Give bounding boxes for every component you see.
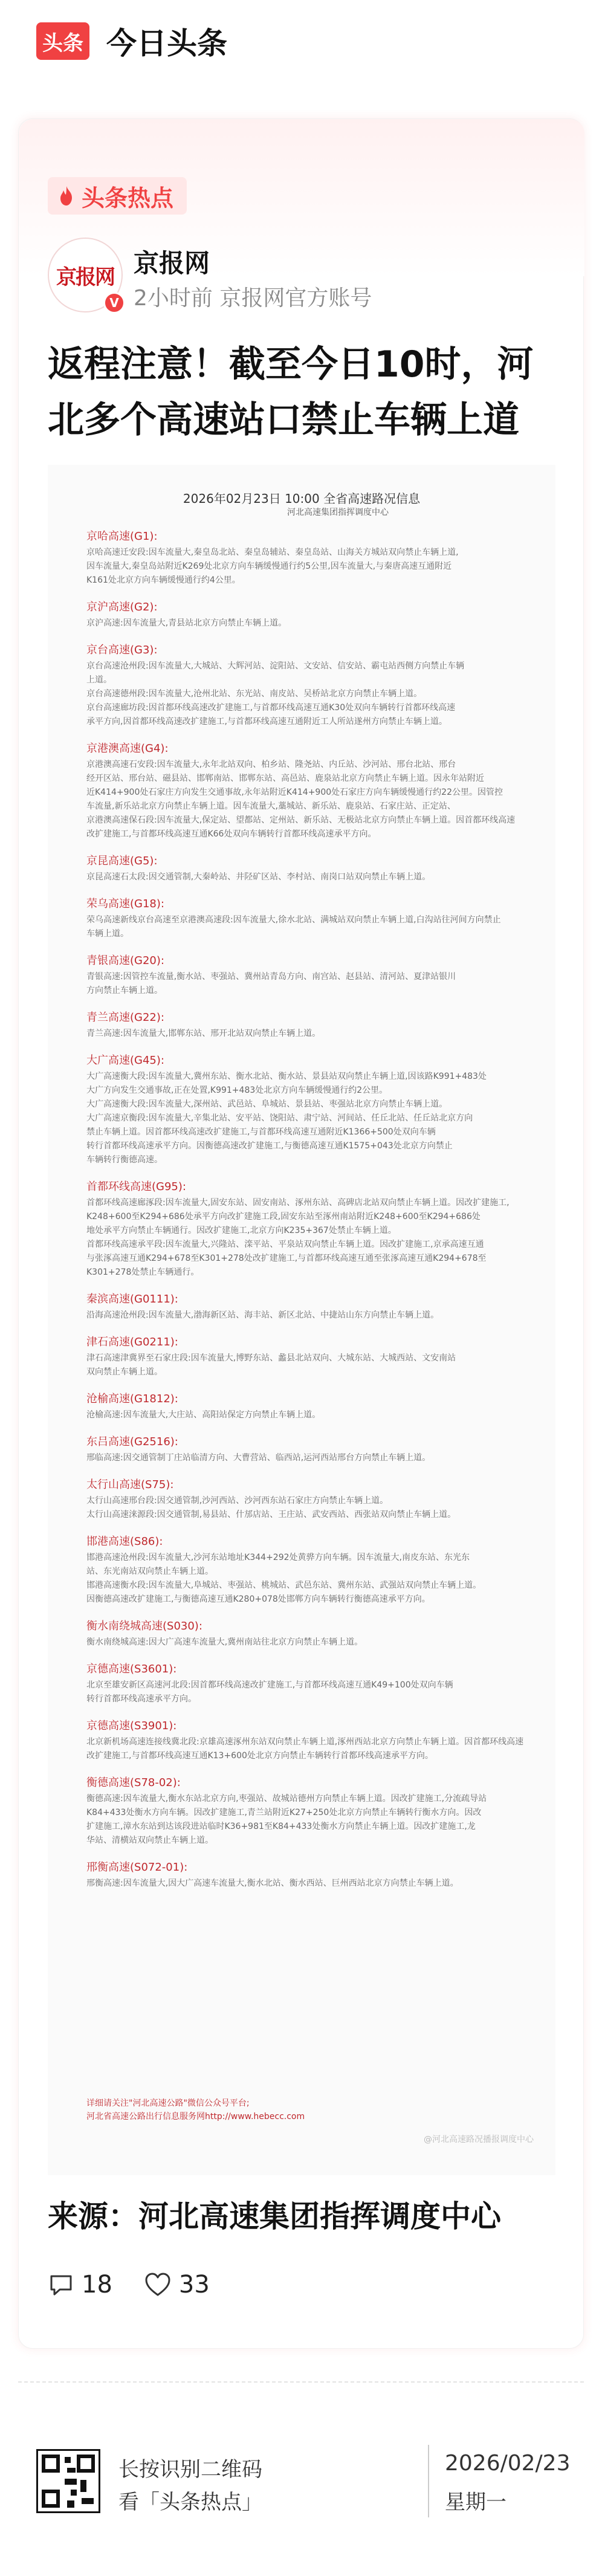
road-status-line: 北京至雄安新区高速河北段:因首都环线高速改扩建施工,与首都环线高速互通K49+100处双向车辆 bbox=[86, 1680, 453, 1690]
road-block bbox=[86, 740, 528, 841]
qr-module bbox=[80, 2480, 86, 2492]
like-button[interactable] bbox=[144, 2271, 210, 2299]
road-block bbox=[86, 1476, 528, 1522]
road-status-line: 首都环线高速承平段:因车流量大,兴隆站、滦平站、平泉站双向禁止车辆上道。因改扩建施工,京承高速互通 bbox=[86, 1240, 484, 1249]
section-badge-label: 头条热点 bbox=[82, 184, 174, 212]
road-block bbox=[86, 1290, 528, 1322]
road-status-line: 沿海高速沧州段:因车流量大,渤海新区站、海丰站、新区北站、中捷站山东方向禁止车辆上道。 bbox=[86, 1310, 439, 1320]
road-status-line: 站、东光南站双向禁止车辆上道。 bbox=[86, 1567, 213, 1576]
road-status-line: 因车流量大,秦皇岛站附近K269处北京方向车辆缓慢通行约5公里,因车流量大,与秦唐高速互通附近 bbox=[86, 561, 452, 571]
footer-vertical-divider bbox=[428, 2445, 429, 2517]
road-name: 京德高速(S3601): bbox=[86, 1663, 177, 1675]
road-name: 京昆高速(G5): bbox=[86, 855, 158, 867]
qr-module bbox=[65, 2479, 77, 2485]
road-name: 邯港高速(S86): bbox=[86, 1535, 163, 1548]
road-block bbox=[86, 1178, 528, 1280]
app-logo[interactable]: 头条 bbox=[36, 22, 89, 60]
image-watermark: @河北高速路况播报调度中心 bbox=[424, 2135, 534, 2144]
road-status-line: 转行首都环线高速承平方向。 bbox=[86, 1694, 196, 1704]
post-meta: 2小时前 京报网官方账号 bbox=[134, 286, 372, 311]
road-block bbox=[86, 1052, 528, 1167]
road-block bbox=[86, 1333, 528, 1379]
road-status-line: 禁止车辆上道。因首都环线高速改扩建施工,与首都环线高速互通附近K1366+500处双向车辆 bbox=[86, 1127, 436, 1137]
road-name: 京哈高速(G1): bbox=[86, 530, 158, 543]
road-name: 京德高速(S3901): bbox=[86, 1720, 177, 1732]
verified-badge: V bbox=[103, 292, 125, 314]
road-block bbox=[86, 1433, 528, 1465]
footer-qr-hint: 长按识别二维码 bbox=[118, 2458, 262, 2482]
qr-module bbox=[67, 2500, 74, 2508]
road-block bbox=[86, 598, 528, 630]
road-status-line: K301+278处禁止车辆通行。 bbox=[86, 1267, 199, 1277]
qr-finder bbox=[42, 2490, 60, 2508]
qr-module bbox=[82, 2498, 94, 2504]
road-name: 首都环线高速(G95): bbox=[86, 1180, 186, 1193]
road-status-line: 大广高速衡大段:因车流量大,深州站、武邑站、阜城站、景县站、枣强站北京方向禁止车辆上道。 bbox=[86, 1099, 448, 1109]
road-status-line: 方向禁止车辆上道。 bbox=[86, 986, 163, 995]
road-block bbox=[86, 952, 528, 998]
comment-button[interactable] bbox=[48, 2271, 112, 2299]
road-name: 津石高速(G0211): bbox=[86, 1336, 178, 1348]
road-status-line: 扩建施工,漳水东站到达该段进站临时K36+981至K84+433处衡水方向禁止车辆上道。因改扩建施工,龙 bbox=[86, 1822, 476, 1831]
road-status-line: 太行山高速邢台段:因交通管制,沙河西站、沙河西东站石家庄方向禁止车辆上道。 bbox=[86, 1496, 389, 1506]
road-status-line: 衡水南绕城高速:因大广高速车流量大,冀州南站往北京方向禁止车辆上道。 bbox=[86, 1637, 363, 1647]
road-status-line: 华站、清横站双向禁止车辆上道。 bbox=[86, 1836, 213, 1845]
road-status-line: K161处北京方向车辆缓慢通行约4公里。 bbox=[86, 575, 241, 585]
notice-footer-line: 详细请关注"河北高速公路"微信公众号平台; bbox=[86, 2099, 250, 2108]
road-status-line: K84+433处衡水方向车辆。因改扩建施工,青兰站附近K27+250处北京方向禁止车辆转行衡水方向。因改 bbox=[86, 1808, 482, 1817]
road-status-line: 太行山高速涞源段:因交通管制,易县站、什邡店站、王庄站、武安西站、西张站双向禁止车辆上道。 bbox=[86, 1510, 456, 1519]
road-status-line: 邢衡高速:因车流量大,因大广高速车流量大,衡水北站、衡水西站、巨州西站北京方向禁止车辆上道。 bbox=[86, 1879, 459, 1888]
road-name: 青银高速(G20): bbox=[86, 954, 164, 967]
road-status-line: 京台高速德州段:因车流量大,沧州北站、东光站、南皮站、吴桥站北京方向禁止车辆上道。 bbox=[86, 689, 422, 699]
section-badge bbox=[48, 177, 187, 215]
road-block bbox=[86, 1717, 528, 1763]
road-block bbox=[86, 1660, 528, 1706]
road-status-line: 青银高速:因管控车流量,衡水站、枣强站、冀州站青岛方向、南宫站、赵县站、清河站、夏津站银川 bbox=[86, 972, 456, 982]
road-block bbox=[86, 1533, 528, 1607]
app-header bbox=[0, 0, 602, 82]
road-block bbox=[86, 1390, 528, 1422]
road-block bbox=[86, 528, 528, 587]
road-notice-image[interactable] bbox=[48, 465, 555, 2175]
road-name: 京沪高速(G2): bbox=[86, 601, 158, 613]
road-block bbox=[86, 895, 528, 941]
notice-title: 2026年02月23日 10:00 全省高速路况信息 bbox=[183, 491, 421, 506]
road-name: 太行山高速(S75): bbox=[86, 1478, 174, 1491]
road-status-line: 地处承平方向禁止车辆通行。因改扩建施工,北京方向K235+367处禁止车辆上道。 bbox=[86, 1226, 396, 1235]
notice-subtitle: 河北高速集团指挥调度中心 bbox=[287, 508, 389, 517]
road-status-line: 因衡德高速改扩建施工,与衡德高速互通K280+078处邯郸方向车辆转行衡德高速承平方向。 bbox=[86, 1594, 430, 1604]
road-status-line: 双向禁止车辆上道。 bbox=[86, 1367, 163, 1377]
road-status-line: 衡德高速:因车流量大,衡水东站北京方向,枣强站、故城站德州方向禁止车辆上道。因改扩建施工,分流疏导站 bbox=[86, 1794, 487, 1804]
road-block bbox=[86, 641, 528, 729]
road-status-line: 京港澳高速石安段:因车流量大,永年北站双向、柏乡站、隆尧站、内丘站、沙河站、邢台北站、邢台 bbox=[86, 760, 456, 769]
road-name: 秦滨高速(G0111): bbox=[86, 1293, 178, 1306]
road-name: 邢衡高速(S072-01): bbox=[86, 1861, 188, 1874]
road-status-line: 邯港高速沧州段:因车流量大,沙河东站地址K344+292处黄骅方向车辆。因车流量大,南皮东站、东光东 bbox=[86, 1553, 470, 1562]
road-status-line: 京哈高速迁安段:因车流量大,秦皇岛北站、秦皇岛辅站、秦皇岛站、山海关方城站双向禁止车辆上道, bbox=[86, 548, 459, 557]
road-status-line: 首都环线高速廊涿段:因车流量大,固安东站、固安南站、涿州东站、高碑店北站双向禁止车辆上道。因改扩建施工, bbox=[86, 1198, 510, 1208]
comment-icon bbox=[48, 2271, 74, 2298]
avatar-logo-text: 京报网 bbox=[56, 265, 114, 290]
road-name: 青兰高速(G22): bbox=[86, 1011, 164, 1024]
road-name: 沧榆高速(G1812): bbox=[86, 1393, 178, 1405]
road-status-line: 车流量,新乐站北京方向禁止车辆上道。因车流量大,藁城站、新乐站、鹿泉站、石家庄站、正定站、 bbox=[86, 801, 456, 811]
article-headline[interactable]: 返程注意！截至今日10时，河北多个高速站口禁止车辆上道 bbox=[48, 343, 534, 441]
road-block bbox=[86, 852, 528, 884]
road-status-line: 转行首都环线高速承平方向。因衡德高速改扩建施工,与衡德高速互通K1575+043处北京方向禁止 bbox=[86, 1141, 453, 1151]
road-status-line: 承平方向,因首都环线高速改扩建施工,与首都环线高速互通附近工人所站遂州方向禁止车辆上道。 bbox=[86, 717, 447, 727]
road-list bbox=[86, 528, 528, 1901]
qr-finder bbox=[77, 2455, 95, 2473]
road-block bbox=[86, 1774, 528, 1848]
road-block bbox=[86, 1859, 528, 1891]
road-status-line: 北京新机场高速连接线冀北段:京雄高速涿州东站双向禁止车辆上道,涿州西站北京方向禁止车辆上道。因首都环线高速 bbox=[86, 1737, 524, 1747]
road-status-line: 京港澳高速保石段:因车流量大,保定站、望都站、定州站、新乐站、无极站北京方向禁止车辆上道。因首都环线高速 bbox=[86, 815, 516, 825]
heart-icon bbox=[144, 2271, 172, 2298]
qr-module bbox=[67, 2468, 76, 2473]
road-status-line: 京昆高速石太段:因交通管制,大秦岭站、井陉矿区站、李村站、南岗口站双向禁止车辆上道。 bbox=[86, 872, 431, 882]
road-name: 荣乌高速(G18): bbox=[86, 898, 164, 910]
road-status-line: 经开区站、邢台站、磁县站、邯郸南站、邯郸东站、高邑站、鹿泉站北京方向禁止车辆上道。因永年站附近 bbox=[86, 774, 484, 783]
road-status-line: 邢临高速:因交通管制丁庄站临清方向、大曹营站、临西站,运河西站邢台方向禁止车辆上道。 bbox=[86, 1453, 431, 1463]
road-status-line: 改扩建施工,与首都环线高速互通K66处双向车辆转行首都环线高速承平方向。 bbox=[86, 829, 377, 839]
road-status-line: 津石高速津冀界至石家庄段:因车流量大,博野东站、蠡县北站双向、大城东站、大城西站、文安南站 bbox=[86, 1353, 456, 1363]
like-count: 33 bbox=[178, 2271, 210, 2299]
road-status-line: 沧榆高速:因车流量大,大庄站、高阳站保定方向禁止车辆上道。 bbox=[86, 1410, 321, 1420]
road-status-line: 车辆转行衡德高速。 bbox=[86, 1155, 163, 1165]
road-name: 京台高速(G3): bbox=[86, 644, 158, 656]
road-name: 东吕高速(G2516): bbox=[86, 1435, 178, 1448]
road-status-line: 车辆上道。 bbox=[86, 929, 129, 939]
road-block bbox=[86, 1009, 528, 1041]
road-status-line: 改扩建施工,与首都环线高速互通K13+600处北京方向禁止车辆转行首都环线高速承平方向。 bbox=[86, 1751, 433, 1761]
road-status-line: 上道。 bbox=[86, 675, 112, 685]
footer-divider bbox=[18, 2381, 584, 2383]
road-status-line: 邯港高速衡水段:因车流量大,阜城站、枣强站、桃城站、武邑东站、冀州东站、武强站双向禁止车辆上道。 bbox=[86, 1581, 482, 1590]
road-status-line: 京沪高速:因车流量大,青县站北京方向禁止车辆上道。 bbox=[86, 618, 287, 628]
footer-qr-hint-sub: 看「头条热点」 bbox=[118, 2490, 262, 2514]
notice-footer-line: 河北省高速公路出行信息服务网http://www.hebecc.com bbox=[86, 2112, 305, 2121]
qr-module bbox=[65, 2457, 71, 2463]
road-status-line: 大广高速京衡段:因车流量大,辛集北站、安平站、饶阳站、肃宁站、河间站、任丘北站、任丘站北京方向 bbox=[86, 1113, 473, 1123]
road-status-line: 京台高速廊坊段:因首都环线高速改扩建施工,与首都环线高速互通K30处双向车辆转行首都环线高速 bbox=[86, 703, 456, 713]
qr-code[interactable] bbox=[36, 2449, 100, 2513]
qr-finder bbox=[42, 2455, 60, 2473]
road-status-line: 京台高速沧州段:因车流量大,大城站、大辉河站、淀阳站、文安站、信安站、霸屯站西侧方向禁止车辆 bbox=[86, 661, 465, 671]
comment-count: 18 bbox=[82, 2271, 112, 2299]
flame-icon bbox=[59, 186, 74, 206]
article-source: 来源：河北高速集团指挥调度中心 bbox=[48, 2199, 501, 2234]
road-status-line: K248+600至K294+686处承平方向改扩建施工段,固安东站至涿州南站附近K248+600至K294+686处 bbox=[86, 1212, 481, 1222]
road-name: 衡水南绕城高速(S030): bbox=[86, 1620, 202, 1633]
footer-date: 2026/02/23 bbox=[445, 2451, 571, 2476]
road-status-line: 荣乌高速新线京台高速至京港澳高速段:因车流量大,徐水北站、满城站双向禁止车辆上道,白沟站往河间方向禁止 bbox=[86, 915, 501, 925]
road-name: 京港澳高速(G4): bbox=[86, 742, 169, 755]
app-name: 今日头条 bbox=[106, 26, 227, 61]
footer-weekday: 星期一 bbox=[445, 2490, 507, 2514]
road-status-line: 大广高速衡大段:因车流量大,冀州东站、衡水北站、衡水站、景县站双向禁止车辆上道,因该路K991+483处 bbox=[86, 1072, 487, 1081]
road-block bbox=[86, 1617, 528, 1649]
road-status-line: 与张涿高速互通K294+678至K301+278处改扩建施工,与首都环线高速互通至张涿高速互通K294+678至 bbox=[86, 1254, 487, 1263]
road-name: 衡德高速(S78-02): bbox=[86, 1776, 181, 1789]
engagement-bar bbox=[48, 2271, 241, 2299]
road-status-line: 大广方向发生交通事故,正在处置,K991+483处北京方向车辆缓慢通行约2公里。 bbox=[86, 1086, 388, 1095]
author-name[interactable]: 京报网 bbox=[134, 248, 210, 278]
notice-footer bbox=[86, 2097, 305, 2123]
qr-module bbox=[71, 2490, 77, 2496]
road-name: 大广高速(G45): bbox=[86, 1054, 164, 1067]
hot-news-card bbox=[18, 118, 584, 2349]
road-status-line: 近K414+900处石家庄方向发生交通事故,永年站附近K414+900处石家庄方向车辆缓慢通行约22公里。因管控 bbox=[86, 788, 503, 797]
road-status-line: 青兰高速:因车流量大,邯郸东站、邢开北站双向禁止车辆上道。 bbox=[86, 1029, 321, 1038]
